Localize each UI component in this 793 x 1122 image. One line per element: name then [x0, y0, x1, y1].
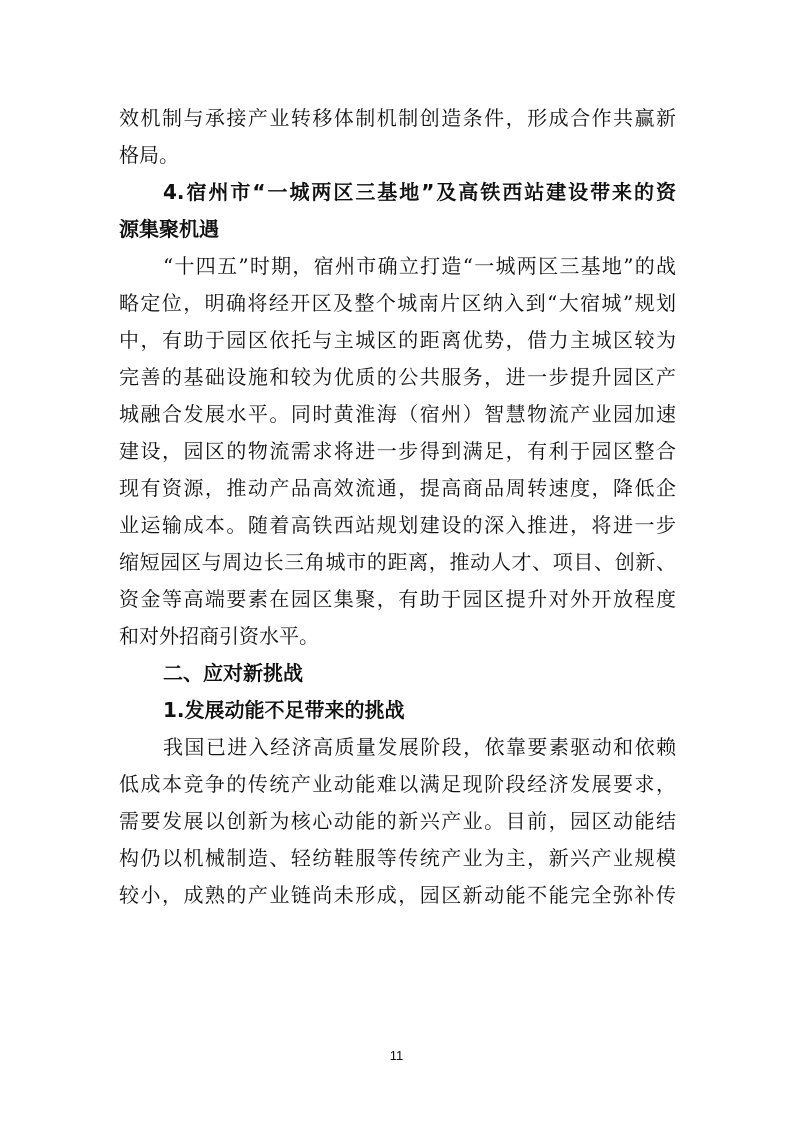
paragraph-line: 现有资源，推动产品高效流通，提高商品周转速度，降低企 [119, 476, 676, 500]
page-number: 11 [389, 1048, 404, 1063]
paragraph-line: 城融合发展水平。同时黄淮海（宿州）智慧物流产业园加速 [119, 402, 676, 426]
subsection-1-body [119, 729, 676, 914]
paragraph-line: 低成本竞争的传统产业动能难以满足现阶段经济发展要求， [119, 772, 676, 796]
paragraph-line: 需要发展以创新为核心动能的新兴产业。目前，园区动能结 [119, 809, 676, 833]
paragraph-line: 略定位，明确将经开区及整个城南片区纳入到“大宿城”规划 [119, 291, 676, 315]
part-2-heading: 二、应对新挑战 [163, 661, 303, 685]
paragraph-line: 中，有助于园区依托与主城区的距离优势，借力主城区较为 [119, 328, 676, 352]
paragraph-line: 我国已进入经济高质量发展阶段，依靠要素驱动和依赖 [163, 735, 676, 759]
heading-line: 源集聚机遇 [119, 217, 219, 241]
paragraph-line: 缩短园区与周边长三角城市的距离，推动人才、项目、创新、 [119, 550, 676, 574]
subsection-1-heading: 1.发展动能不足带来的挑战 [163, 698, 405, 722]
paragraph-line: 完善的基础设施和较为优质的公共服务，进一步提升园区产 [119, 365, 676, 389]
paragraph-line: 建设，园区的物流需求将进一步得到满足，有利于园区整合 [119, 439, 676, 463]
paragraph-line: 较小，成熟的产业链尚未形成，园区新动能不能完全弥补传 [119, 883, 676, 907]
section-4-body [119, 248, 676, 655]
paragraph-line: “十四五”时期，宿州市确立打造“一城两区三基地”的战 [163, 254, 676, 278]
paragraph-line: 效机制与承接产业转移体制机制创造条件，形成合作共赢新 [119, 106, 676, 130]
document-page [119, 100, 676, 914]
paragraph-line: 格局。 [119, 143, 179, 167]
paragraph-line: 和对外招商引资水平。 [119, 624, 319, 648]
paragraph-line: 业运输成本。随着高铁西站规划建设的深入推进，将进一步 [119, 513, 676, 537]
paragraph-line: 资金等高端要素在园区集聚，有助于园区提升对外开放程度 [119, 587, 676, 611]
paragraph-line: 构仍以机械制造、轻纺鞋服等传统产业为主，新兴产业规模 [119, 846, 676, 870]
heading-line: 4.宿州市“一城两区三基地”及高铁西站建设带来的资 [163, 180, 676, 204]
section-4-heading [119, 174, 676, 248]
intro-paragraph [119, 100, 676, 174]
